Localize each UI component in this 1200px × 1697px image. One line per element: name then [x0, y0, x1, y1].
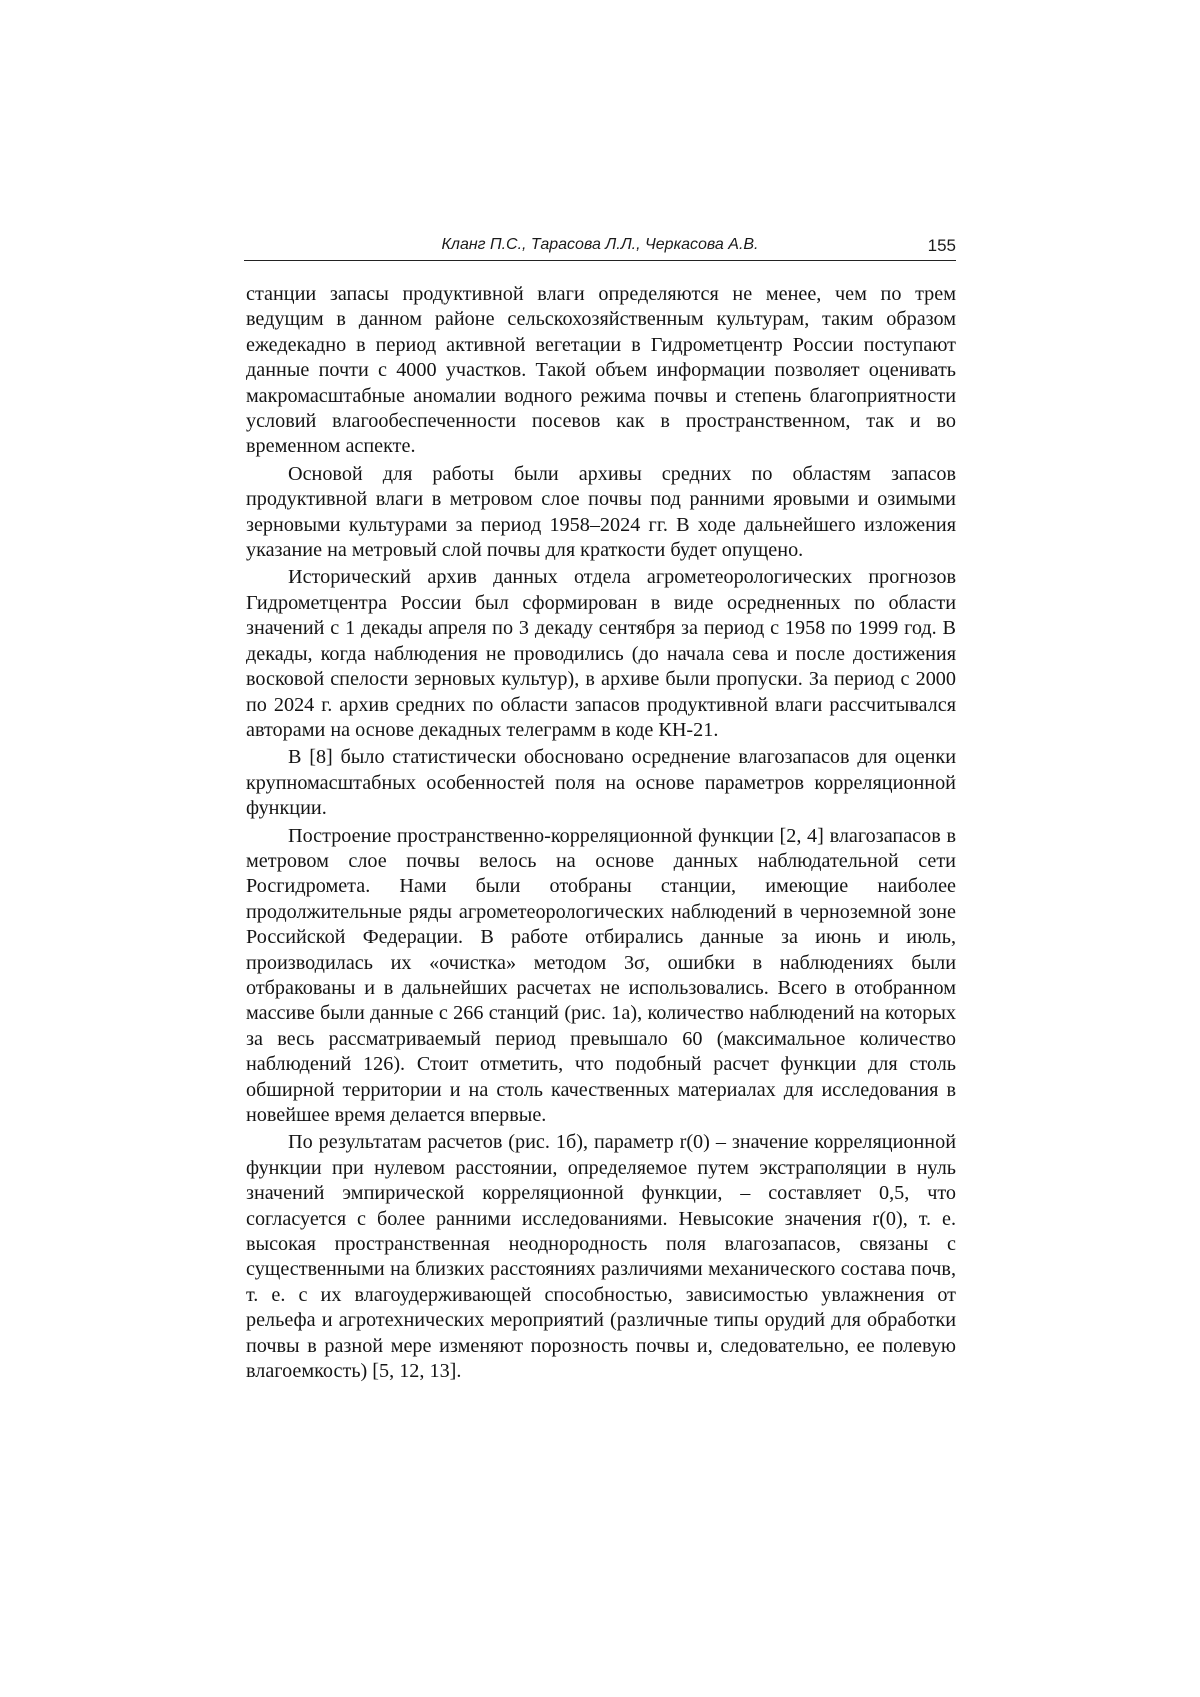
header-authors: Кланг П.С., Тарасова Л.Л., Черкасова А.В. — [441, 236, 759, 253]
paragraph-4: В [8] было статистически обосновано осреднение влагозапасов для оценки крупномасштабных особенностей поля на основе параметров корреляционной функции. — [246, 746, 956, 820]
paragraph-6: По результатам расчетов (рис. 1б), параметр r(0) – значение корреляционной функции при нулевом расстоянии, определяемое путем экстраполяции в нуль значений эмпирической корреляционной функции, – составляет 0,5, что согласуется с более ранними исследованиями. Невысокие значения r(0), т. е. высокая пространственная неоднородность поля влагозапасов, связаны с существенными на близких расстояниях различиями механического состава почв, т. е. с их влагоудерживающей способностью, зависимостью увлажнения от рельефа и агротехнических мероприятий (различные типы орудий для обработки почвы в разной мере изменяют порозность почвы и, следовательно, ее полевую влагоемкость) [5, 12, 13]. — [246, 1131, 956, 1383]
paragraph-1: станции запасы продуктивной влаги определяются не менее, чем по трем ведущим в данном районе сельскохозяйственным культурам, таким образом ежедекадно в период активной вегетации в Гидрометцентр России поступают данные почти с 4000 участков. Такой объем информации позволяет оценивать макромасштабные аномалии водного режима почвы и степень благоприятности условий влагообеспеченности посевов как в пространственном, так и во временном аспекте. — [246, 283, 956, 458]
running-header — [244, 236, 956, 261]
paragraph-5: Построение пространственно-корреляционной функции [2, 4] влагозапасов в метровом слое почвы велось на основе данных наблюдательной сети Росгидромета. Нами были отобраны станции, имеющие наиболее продолжительные ряды агрометеорологических наблюдений в черноземной зоне Российской Федерации. В работе отбирались данные за июнь и июль, производилась их «очистка» методом 3σ, ошибки в наблюдениях были отбракованы и в дальнейших расчетах не использовались. Всего в отобранном массиве были данные с 266 станций (рис. 1а), количество наблюдений на которых за весь рассматриваемый период превышало 60 (максимальное количество наблюдений 126). Стоит отметить, что подобный расчет функции для столь обширной территории и на столь качественных материалах для исследования в новейшее время делается впервые. — [246, 824, 956, 1126]
paragraph-3: Исторический архив данных отдела агрометеорологических прогнозов Гидрометцентра России был сформирован в виде осредненных по области значений с 1 декады апреля по 3 декаду сентября за период с 1958 по 1999 год. В декады, когда наблюдения не проводились (до начала сева и после достижения восковой спелости зерновых культур), в архиве были пропуски. За период с 2000 по 2024 г. архив средних по области запасов продуктивной влаги рассчитывался авторами на основе декадных телеграмм в коде КН-21. — [246, 566, 956, 741]
page-number: 155 — [927, 236, 956, 255]
body-text — [246, 282, 956, 1384]
paragraph-2: Основой для работы были архивы средних по областям запасов продуктивной влаги в метровом слое почвы под ранними яровыми и озимыми зерновыми культурами за период 1958–2024 гг. В ходе дальнейшего изложения указание на метровый слой почвы для краткости будет опущено. — [246, 462, 956, 562]
